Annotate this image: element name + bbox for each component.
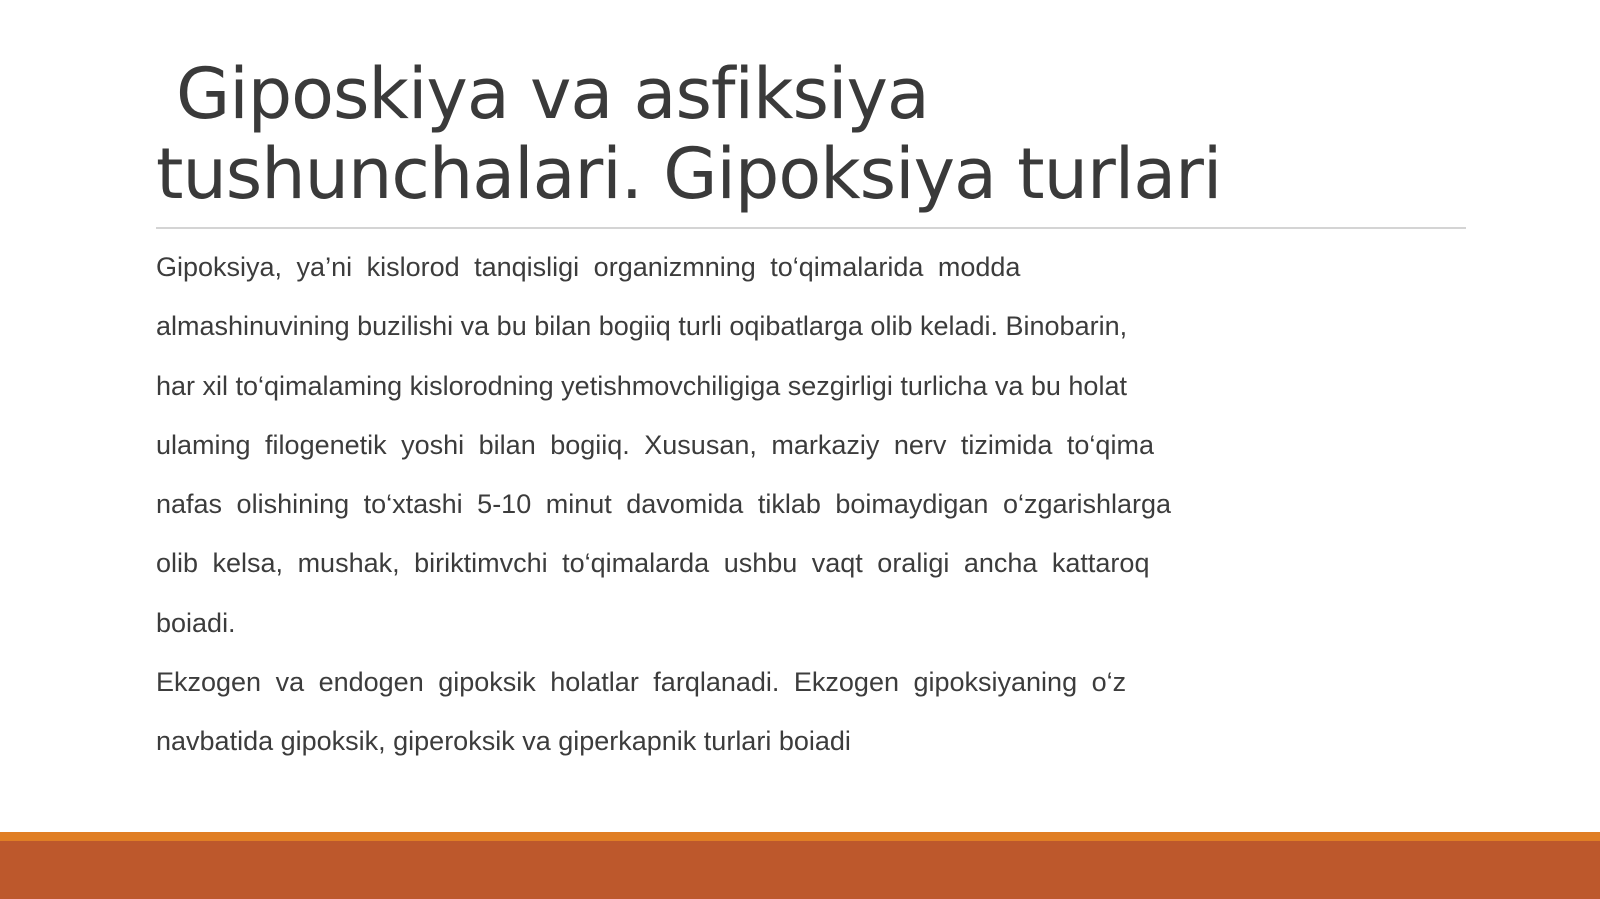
body-line-8: Ekzogen va endogen gipoksik holatlar farqlanadi. Ekzogen gipoksiyaning o‘z: [156, 667, 1127, 698]
body-line-5: nafas olishining to‘xtashi 5-10 minut davomida tiklab boimaydigan o‘zgarishlarga: [156, 489, 1172, 520]
body-line-9: navbatida gipoksik, giperoksik va giperkapnik turlari boiadi: [156, 726, 851, 757]
body-line-7: boiadi.: [156, 607, 236, 638]
slide-body-text: [156, 238, 1406, 772]
body-line-6: olib kelsa, mushak, biriktimvchi to‘qimalarda ushbu vaqt oraligi ancha kattaroq: [156, 548, 1150, 579]
footer-band: [0, 841, 1600, 899]
body-line-1: Gipoksiya, ya’ni kislorod tanqisligi organizmning to‘qimalarida modda: [156, 252, 1021, 282]
body-line-4: ulaming filogenetik yoshi bilan bogiiq. Xususan, markaziy nerv tizimida to‘qima: [156, 429, 1154, 460]
footer-accent-stripe: [0, 832, 1600, 841]
body-line-3: har xil to‘qimalaming kislorodning yetishmovchiligiga sezgirligi turlicha va bu holat: [156, 370, 1127, 401]
title-line-1: Giposkiya va asfiksiya: [176, 53, 929, 135]
slide-title: [156, 54, 1456, 214]
title-divider: [156, 227, 1466, 229]
title-line-2: tushunchalari. Gipoksiya turlari: [156, 133, 1222, 215]
body-line-2: almashinuvining buzilishi va bu bilan bogiiq turli oqibatlarga olib keladi. Binobarin,: [156, 311, 1128, 342]
